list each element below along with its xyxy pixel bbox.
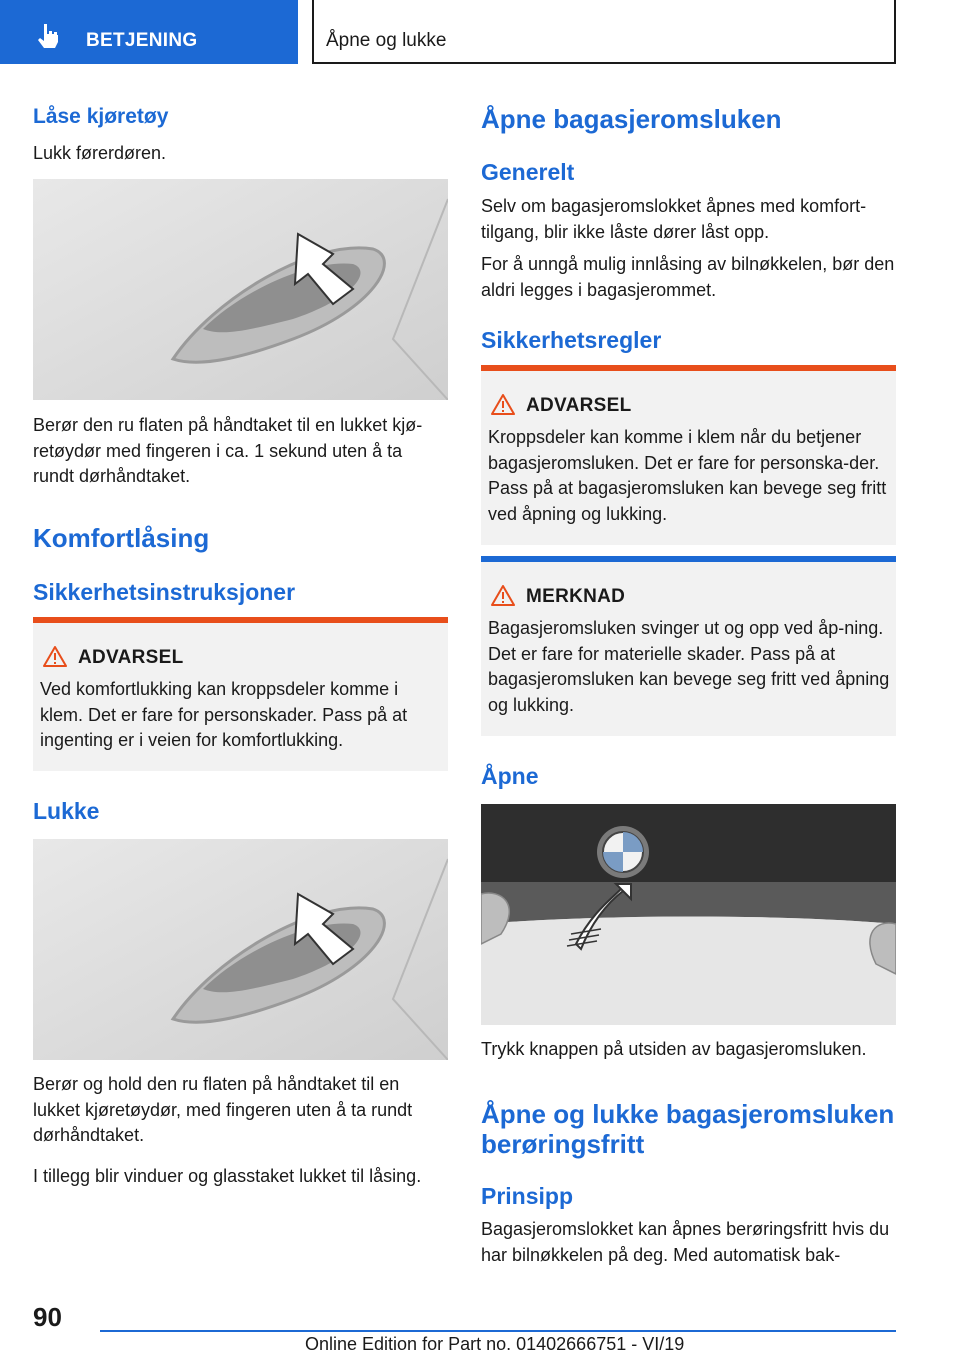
heading-komfortlasing: Komfortlåsing — [33, 523, 210, 553]
footer-edition: Online Edition for Part no. 01402666751 - VI/19 — [305, 1334, 685, 1354]
door-handle-image-1 — [33, 179, 448, 400]
warning-title: ADVARSEL — [526, 395, 632, 416]
header-section-label: BETJENING — [86, 30, 198, 51]
warning-bar — [33, 617, 448, 623]
door-handle-illustration — [33, 179, 448, 400]
header-section-tab — [0, 0, 298, 64]
warning-box-komfort — [33, 617, 448, 771]
heading-lukke: Lukke — [33, 798, 100, 824]
warning-triangle-icon — [43, 645, 67, 667]
warning-bar — [481, 365, 896, 371]
door-handle-image-2 — [33, 839, 448, 1060]
warning-triangle-icon — [491, 393, 515, 415]
heading-apne-og-lukke-line1: Åpne og lukke bagasjeromsluken — [481, 1099, 895, 1129]
paragraph-for-a-unnga: For å unngå mulig innlåsing av bilnøkkelen, bør den aldri legges i bagasjerommet. — [481, 254, 895, 300]
warning-triangle-icon — [491, 584, 515, 606]
warning-title: ADVARSEL — [78, 647, 184, 668]
header-title: Åpne og lukke — [326, 30, 447, 51]
trunk-button-illustration — [481, 804, 896, 1025]
heading-sikkerhetsregler: Sikkerhetsregler — [481, 327, 662, 353]
paragraph-beror-og-hold: Berør og hold den ru flaten på håndtaket til en lukket kjøretøydør, med fingeren uten å ta rundt dørhåndtaket. — [33, 1074, 413, 1145]
notice-box-bagasjerom — [481, 556, 896, 736]
heading-apne-og-lukke-line2: berøringsfritt — [481, 1129, 645, 1159]
heading-generelt: Generelt — [481, 159, 575, 185]
trunk-button-image — [481, 804, 896, 1025]
notice-title: MERKNAD — [526, 586, 626, 607]
paragraph-trykk-knappen: Trykk knappen på utsiden av bagasjeromsluken. — [481, 1039, 867, 1059]
paragraph-i-tillegg: I tillegg blir vinduer og glasstaket lukket til låsing. — [33, 1166, 422, 1186]
warning-text: Ved komfortlukking kan kroppsdeler komme i klem. Det er fare for personskader. Pass på at ingenting er i veien for komfortlukking. — [40, 679, 408, 750]
notice-bar — [481, 556, 896, 562]
door-handle-illustration — [33, 839, 448, 1060]
page-number: 90 — [33, 1302, 62, 1332]
paragraph-lukk-forerdoren: Lukk førerdøren. — [33, 143, 167, 163]
hand-pointer-icon — [34, 22, 62, 50]
heading-apne: Åpne — [481, 763, 539, 789]
footer-divider — [100, 1330, 896, 1332]
paragraph-selv-om: Selv om bagasjeromslokket åpnes med komfort-tilgang, blir ikke låste dører låst opp. — [481, 196, 867, 242]
heading-apne-bagasjeromsluken: Åpne bagasjeromsluken — [481, 104, 782, 134]
warning-text: Kroppsdeler kan komme i klem når du betjener bagasjeromsluken. Det er fare for personska-der. Pass på at bagasjeromsluken kan bevege seg fritt ved åpning og lukking. — [488, 427, 887, 524]
notice-text: Bagasjeromsluken svinger ut og opp ved åp-ning. Det er fare for materielle skader. Pass på at bagasjeromsluken kan bevege seg fritt ved åpning og lukking. — [488, 618, 890, 715]
header-title-box — [312, 0, 896, 64]
paragraph-beror-ru-flaten: Berør den ru flaten på håndtaket til en lukket kjø-retøydør med fingeren i ca. 1 sekund uten å ta rundt dørhåndtaket. — [33, 415, 423, 486]
heading-prinsipp: Prinsipp — [481, 1183, 574, 1209]
heading-lase-kjoretoy: Låse kjøretøy — [33, 105, 169, 128]
warning-box-bagasjerom — [481, 365, 896, 545]
heading-sikkerhetsinstruksjoner: Sikkerhetsinstruksjoner — [33, 579, 296, 605]
paragraph-bagasjeromslokket: Bagasjeromslokket kan åpnes berøringsfritt hvis du har bilnøkkelen på deg. Med automatisk bak- — [481, 1219, 890, 1265]
